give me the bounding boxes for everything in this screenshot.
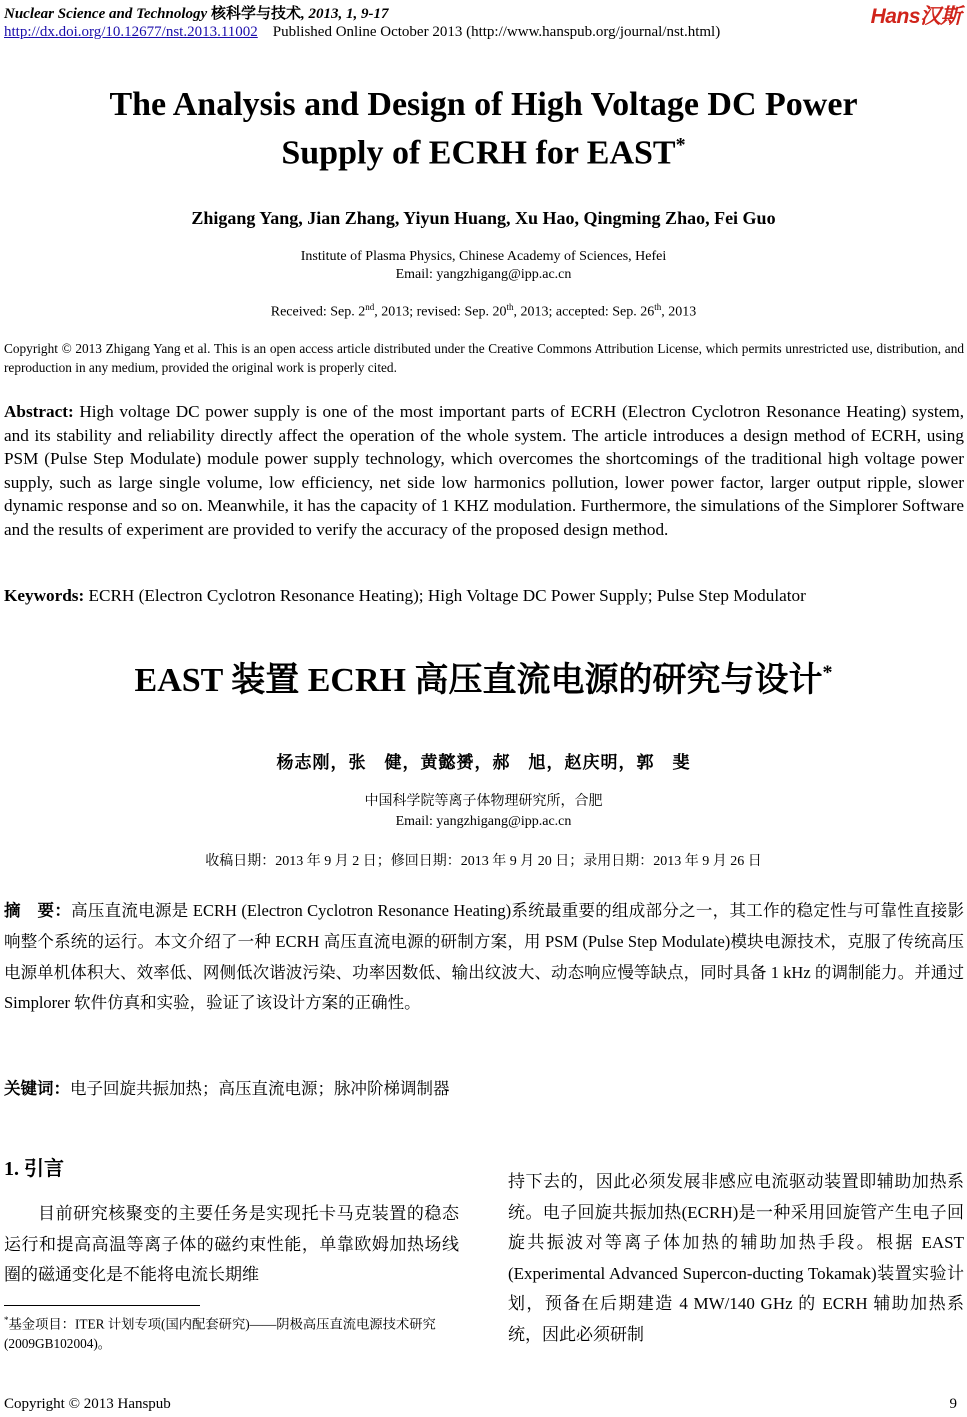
journal-name-en: Nuclear Science and Technology bbox=[4, 6, 208, 22]
doi-link[interactable]: http://dx.doi.org/10.12677/nst.2013.11002 bbox=[4, 24, 258, 40]
title-line-2: Supply of ECRH for EAST bbox=[281, 134, 676, 172]
title-line-2-wrap bbox=[0, 125, 967, 173]
body-left-column: 目前研究核聚变的主要任务是实现托卡马克装置的稳态运行和提高高温等离子体的磁约束性能，单靠欧姆加热场线圈的磁通变化是不能将电流长期维 bbox=[4, 1204, 459, 1285]
doi-line bbox=[4, 24, 720, 41]
affiliation-cn bbox=[0, 792, 967, 832]
hans-logo: Hans汉斯 bbox=[870, 5, 961, 28]
license-statement: Copyright © 2013 Zhigang Yang et al. This is an open access article distributed under the Creative Commons Attribution License, which permits unrestricted use, distribution, and reproduction in any medium, provided the original work is properly cited. bbox=[4, 341, 964, 375]
email-en: Email: yangzhigang@ipp.ac.cn bbox=[395, 267, 572, 282]
journal-name-cn: 核科学与技术 bbox=[210, 6, 301, 22]
keywords-cn bbox=[4, 1075, 964, 1099]
title-footnote-mark: * bbox=[675, 134, 686, 156]
footnote bbox=[4, 1310, 459, 1354]
footnote-divider bbox=[4, 1305, 200, 1306]
accepted-sup: th bbox=[654, 302, 662, 312]
received-dates-en bbox=[0, 302, 967, 321]
abstract-label: Abstract: bbox=[4, 402, 74, 421]
received-date: Received: Sep. 2 bbox=[270, 304, 366, 320]
abstract-en bbox=[4, 400, 964, 541]
title-cn-text: EAST 装置 ECRH 高压直流电源的研究与设计 bbox=[134, 662, 823, 699]
authors-en: Zhigang Yang, Jian Zhang, Yiyun Huang, Xu Hao, Qingming Zhao, Fei Guo bbox=[191, 208, 776, 228]
body-right-column: 持下去的，因此必须发展非感应电流驱动装置即辅助加热系统。电子回旋共振加热(ECRH)是一种采用回旋管产生电子回旋共振波对等离子体加热的辅助加热手段。根据 EAST (Experimental Advanced Supercon-ducting Tokamak)装置实验计划，预备在后期建造 4 MW/140 GHz 的 ECRH 辅助加热系统，因此必须研制 bbox=[508, 1172, 964, 1344]
abstract-cn-label: 摘 要： bbox=[4, 901, 72, 920]
email-cn: Email: yangzhigang@ipp.ac.cn bbox=[395, 814, 572, 829]
abstract-text: High voltage DC power supply is one of the most important parts of ECRH (Electron Cyclotron Resonance Heating) system, and its stability and reliability directly affect the operation of the whole system. The article introduces a design method of ECRH, using PSM (Pulse Step Modulate) module power supply technology, which overcomes the shortcomings of the traditional high voltage power supply, such as large single volume, low efficiency, net side low harmonics pollution, lower power factor, larger output ripple, slower dynamic response and so on. Meanwhile, it has the capacity of 1 KHZ modulation. Furthermore, the simulations of the Simplorer Software and the results of experiment are provided to verify the accuracy of the proposed design method. bbox=[4, 402, 964, 539]
abstract-cn-text: 高压直流电源是 ECRH (Electron Cyclotron Resonance Heating)系统最重要的组成部分之一，其工作的稳定性与可靠性直接影响整个系统的运行。本文介绍了一种 ECRH 高压直流电源的研制方案，用 PSM (Pulse Step Modulate)模块电源技术，克服了传统高压电源单机体积大、效率低、网侧低次谐波污染、功率因数低、输出纹波大、动态响应慢等缺点，同时具备 1 kHz 的调制能力。并通过 Simplorer 软件仿真和实验，验证了该设计方案的正确性。 bbox=[4, 901, 965, 1013]
received-dates-cn: 收稿日期：2013 年 9 月 2 日；修回日期：2013 年 9 月 20 日；录用日期：2013 年 9 月 26 日 bbox=[205, 854, 762, 869]
keywords-en bbox=[4, 586, 964, 606]
page-number: 9 bbox=[949, 1396, 957, 1412]
paper-title-cn bbox=[0, 652, 967, 701]
keywords-text: ECRH (Electron Cyclotron Resonance Heating); High Voltage DC Power Supply; Pulse Step Modulator bbox=[84, 586, 806, 605]
revised-sup: th bbox=[506, 302, 514, 312]
keywords-cn-label: 关键词： bbox=[4, 1079, 70, 1098]
affiliation-en bbox=[0, 248, 967, 284]
paper-title-en bbox=[0, 84, 967, 173]
keywords-cn-text: 电子回旋共振加热；高压直流电源；脉冲阶梯调制器 bbox=[70, 1079, 450, 1098]
journal-header bbox=[4, 2, 388, 23]
journal-issue: , 2013, 1, 9-17 bbox=[300, 6, 389, 22]
received-sup: nd bbox=[365, 302, 375, 312]
affiliation-text: Institute of Plasma Physics, Chinese Academy of Sciences, Hefei bbox=[300, 249, 667, 264]
published-online: Published Online October 2013 (http://www.hanspub.org/journal/nst.html) bbox=[272, 24, 721, 40]
authors-cn: 杨志刚，张 健，黄懿赟，郝 旭，赵庆明，郭 斐 bbox=[276, 753, 691, 773]
footer-copyright: Copyright © 2013 Hanspub bbox=[4, 1396, 171, 1412]
keywords-label: Keywords: bbox=[4, 586, 85, 605]
footnote-mark: * bbox=[4, 1315, 9, 1325]
revised-date: , 2013; revised: Sep. 20 bbox=[374, 304, 507, 320]
abstract-cn bbox=[4, 896, 964, 1019]
footnote-text: 基金项目：ITER 计划专项(国内配套研究)——阴极高压直流电源技术研究(2009GB102004)。 bbox=[4, 1316, 436, 1352]
accepted-date: , 2013; accepted: Sep. 26 bbox=[513, 304, 655, 320]
affiliation-cn-text: 中国科学院等离子体物理研究所，合肥 bbox=[364, 794, 603, 809]
title-line-1: The Analysis and Design of High Voltage DC Power bbox=[109, 86, 858, 123]
title-cn-mark: * bbox=[822, 661, 833, 684]
accepted-year: , 2013 bbox=[661, 304, 697, 320]
section-heading-introduction: 1. 引言 bbox=[4, 1158, 64, 1180]
